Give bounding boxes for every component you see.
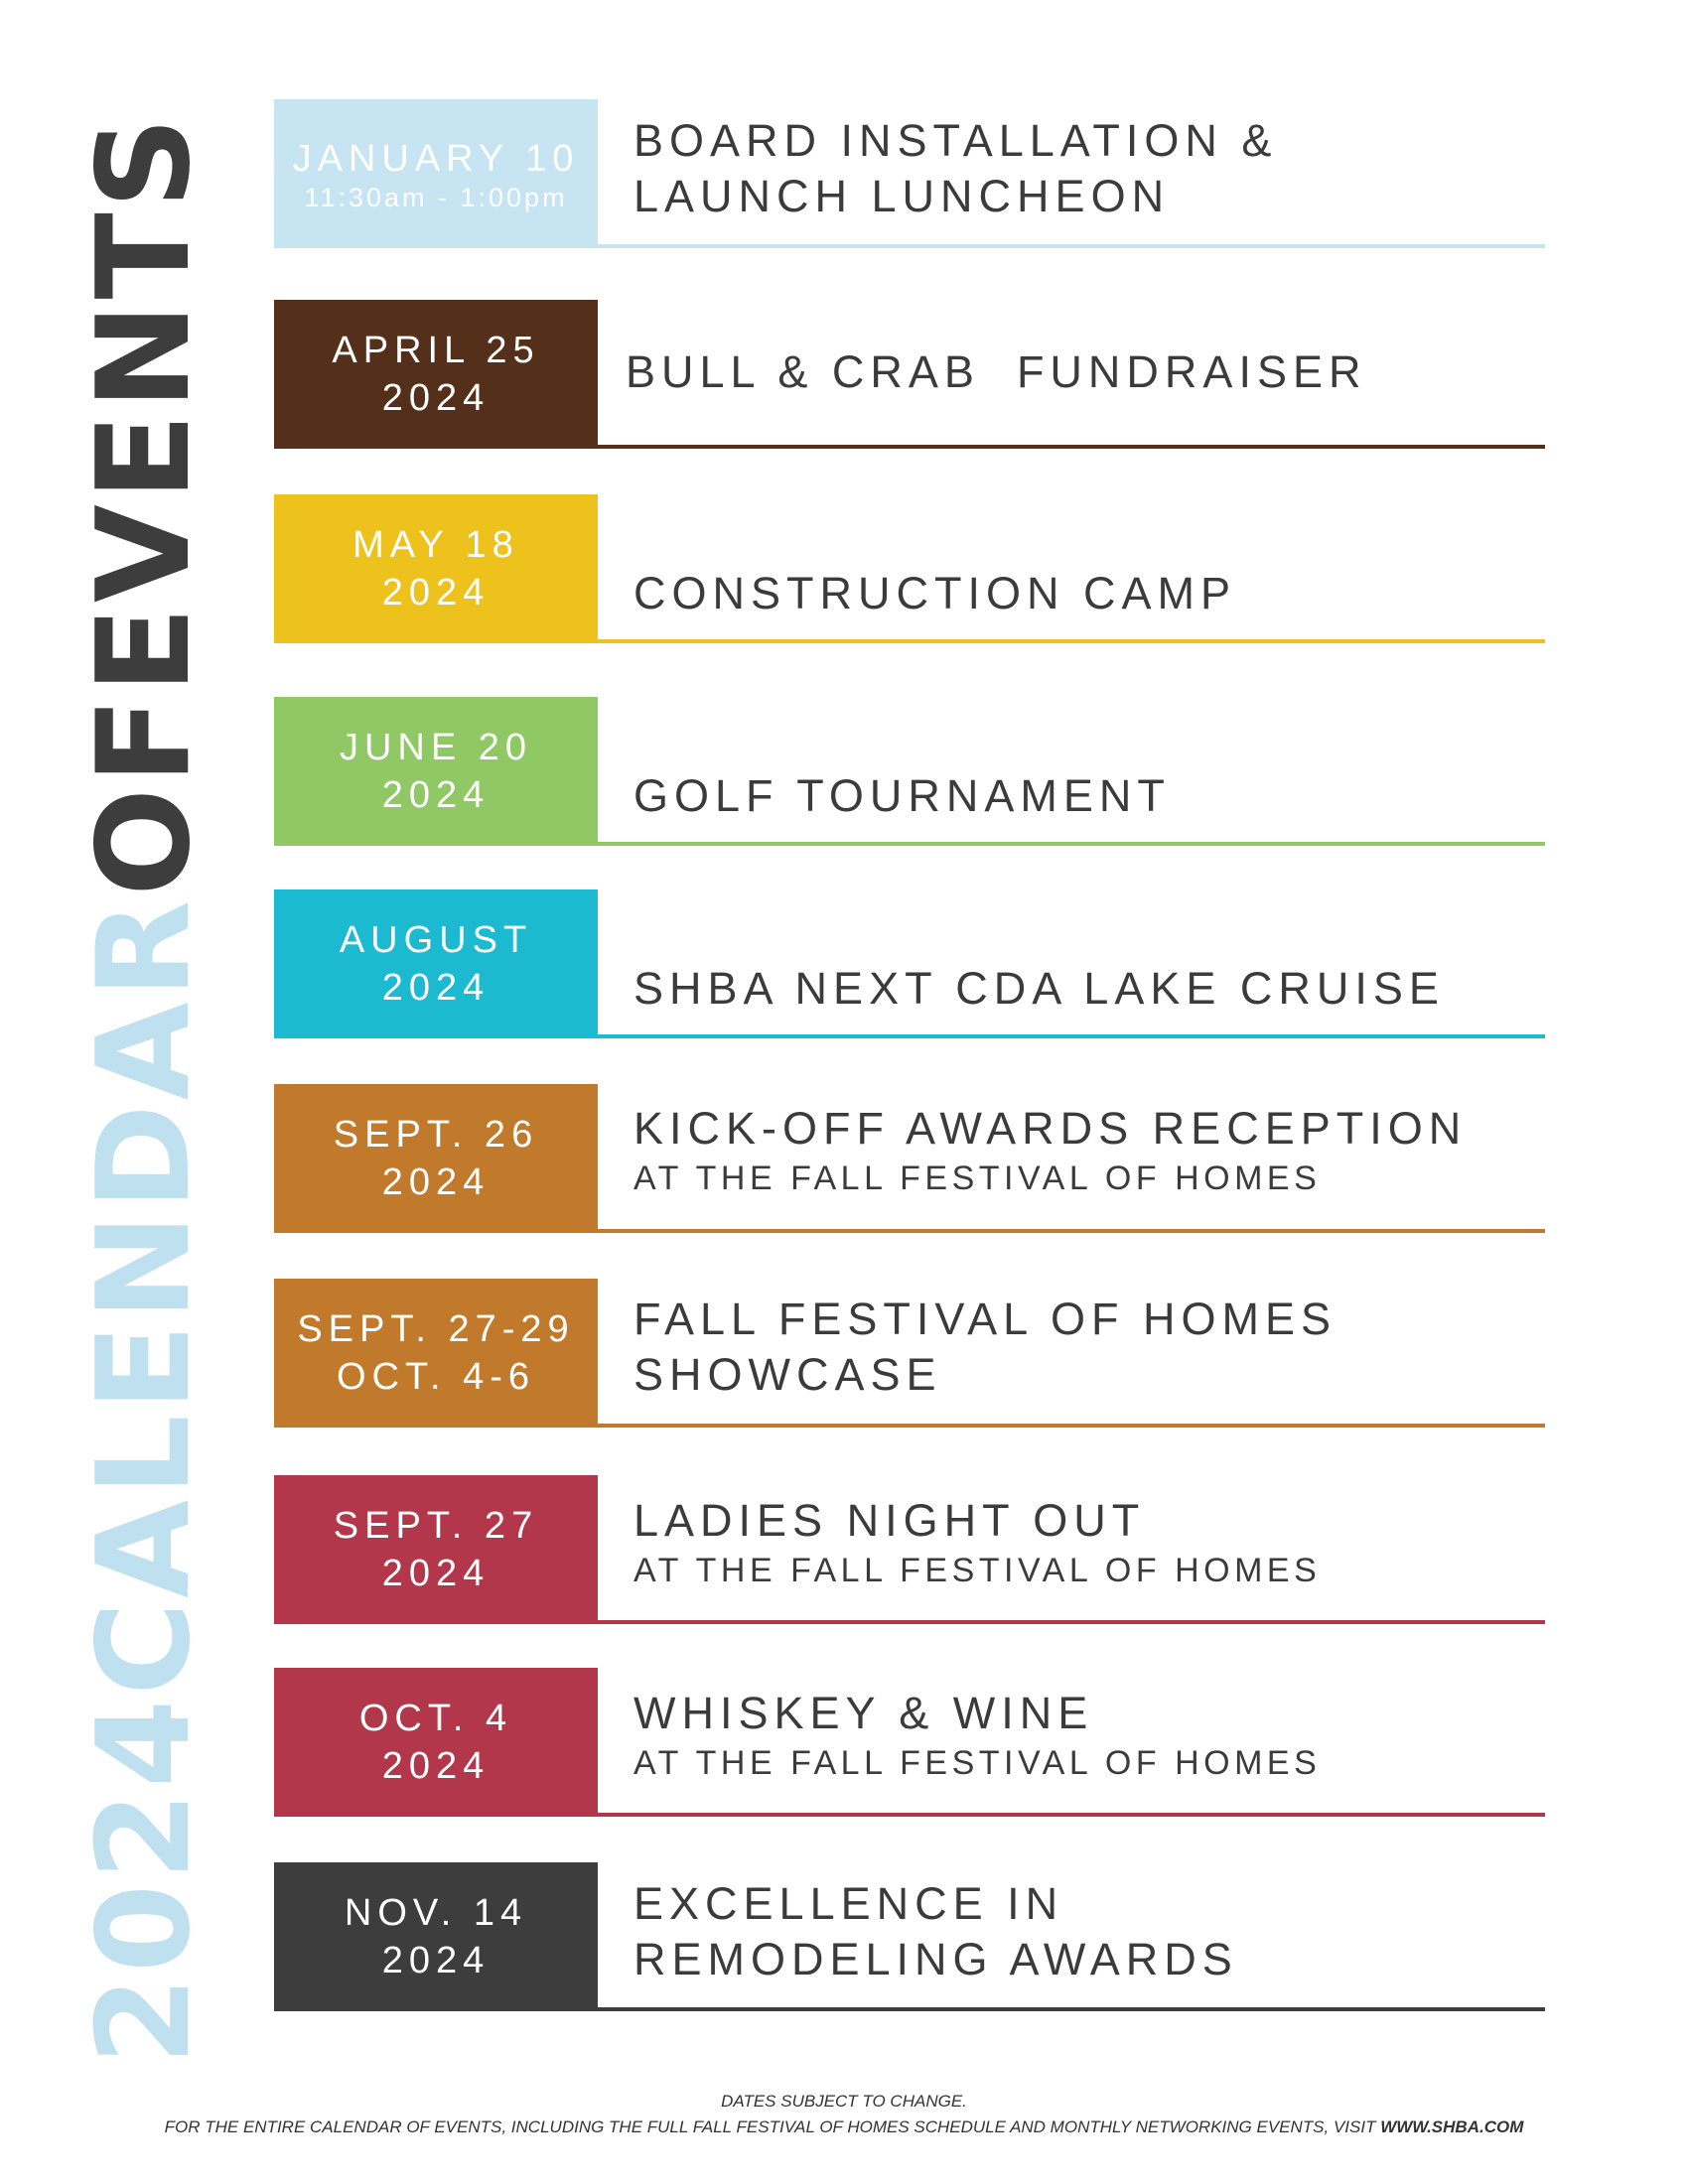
event-date: MAY 18: [352, 524, 519, 566]
event-date: SEPT. 27-29: [297, 1308, 575, 1350]
event-underline: [598, 244, 1545, 248]
event-subtitle: AT THE FALL FESTIVAL OF HOMES: [633, 1160, 1322, 1197]
event-underline: [598, 445, 1545, 449]
event-year: 2024: [381, 1745, 491, 1787]
event-date-line2: OCT. 4-6: [336, 1356, 536, 1398]
date-box: [274, 300, 598, 449]
event-title: BULL & CRAB FUNDRAISER: [626, 346, 1367, 397]
event-remodeling-awards: [274, 1862, 1545, 2011]
event-underline: [598, 2007, 1545, 2011]
event-underline: [598, 1034, 1545, 1038]
event-subtitle: AT THE FALL FESTIVAL OF HOMES: [633, 1744, 1322, 1782]
event-text: [633, 1862, 1545, 2011]
title-of: OF: [70, 693, 218, 896]
event-underline: [598, 1424, 1545, 1428]
event-year: 2024: [381, 572, 491, 614]
event-underline: [598, 842, 1545, 846]
date-box: [274, 889, 598, 1038]
title-year: 2024: [70, 1695, 218, 2065]
event-date: OCT. 4: [358, 1698, 513, 1739]
event-fall-festival: [274, 1279, 1545, 1428]
event-date: AUGUST: [339, 919, 533, 961]
event-text: [633, 494, 1545, 643]
event-lake-cruise: [274, 889, 1545, 1038]
event-date: JANUARY 10: [292, 138, 580, 180]
page-title: [70, 112, 218, 2065]
event-title: FALL FESTIVAL OF HOMES: [633, 1294, 1336, 1344]
title-events: EVENTS: [70, 112, 218, 694]
event-board-installation: [274, 99, 1545, 248]
event-bull-crab: [274, 300, 1545, 449]
event-date: SEPT. 26: [333, 1114, 539, 1156]
event-text: [633, 1279, 1545, 1428]
event-title: GOLF TOURNAMENT: [633, 770, 1171, 821]
date-box: [274, 99, 598, 248]
event-title: EXCELLENCE IN: [633, 1878, 1064, 1929]
event-title-line2: SHOWCASE: [633, 1349, 942, 1400]
event-year: 2024: [381, 377, 491, 419]
date-box: [274, 494, 598, 643]
event-underline: [598, 1813, 1545, 1817]
event-date: SEPT. 27: [333, 1505, 539, 1547]
event-text: [633, 1475, 1545, 1624]
event-ladies-night: [274, 1475, 1545, 1624]
event-construction-camp: [274, 494, 1545, 643]
event-year: 2024: [381, 774, 491, 816]
event-underline: [598, 1620, 1545, 1624]
event-title: LADIES NIGHT OUT: [633, 1495, 1146, 1546]
date-box: [274, 1862, 598, 2011]
title-calendar: CALENDAR: [70, 895, 218, 1696]
date-box: [274, 1279, 598, 1428]
event-title: KICK-OFF AWARDS RECEPTION: [633, 1103, 1468, 1154]
event-title: CONSTRUCTION CAMP: [633, 568, 1236, 618]
event-text: [626, 300, 1545, 449]
event-text: [633, 889, 1545, 1038]
footer-note: [0, 2089, 1688, 2140]
event-underline: [598, 639, 1545, 643]
event-golf-tournament: [274, 697, 1545, 846]
event-title-line2: LAUNCH LUNCHEON: [633, 171, 1171, 221]
event-title: WHISKEY & WINE: [633, 1688, 1094, 1738]
event-underline: [598, 1229, 1545, 1233]
event-whiskey-wine: [274, 1668, 1545, 1817]
website-link[interactable]: WWW.SHBA.COM: [1380, 2117, 1524, 2136]
event-year: 2024: [381, 1940, 491, 1981]
event-date: APRIL 25: [332, 330, 540, 371]
event-kickoff-awards: [274, 1084, 1545, 1233]
event-title: SHBA NEXT CDA LAKE CRUISE: [633, 963, 1445, 1014]
footer-disclaimer: DATES SUBJECT TO CHANGE.: [721, 2092, 967, 2111]
event-text: [633, 99, 1545, 248]
date-box: [274, 1475, 598, 1624]
event-year: 2024: [381, 1553, 491, 1594]
event-time: 11:30am - 1:00pm: [304, 183, 568, 212]
footer-info: [0, 2115, 1688, 2140]
event-date: JUNE 20: [339, 727, 533, 768]
date-box: [274, 1668, 598, 1817]
event-subtitle: AT THE FALL FESTIVAL OF HOMES: [633, 1552, 1322, 1589]
date-box: [274, 1084, 598, 1233]
event-title: BOARD INSTALLATION &: [633, 115, 1278, 166]
event-text: [633, 1084, 1545, 1233]
event-year: 2024: [381, 967, 491, 1009]
event-title-line2: REMODELING AWARDS: [633, 1934, 1238, 1984]
footer-info-text: FOR THE ENTIRE CALENDAR OF EVENTS, INCLUDING THE FULL FALL FESTIVAL OF HOMES SCHEDULE AND MONTHLY NETWORKING EVENTS, VISIT: [164, 2117, 1376, 2136]
event-date: NOV. 14: [344, 1892, 528, 1934]
event-text: [633, 1668, 1545, 1817]
event-year: 2024: [381, 1161, 491, 1203]
event-text: [633, 697, 1545, 846]
date-box: [274, 697, 598, 846]
